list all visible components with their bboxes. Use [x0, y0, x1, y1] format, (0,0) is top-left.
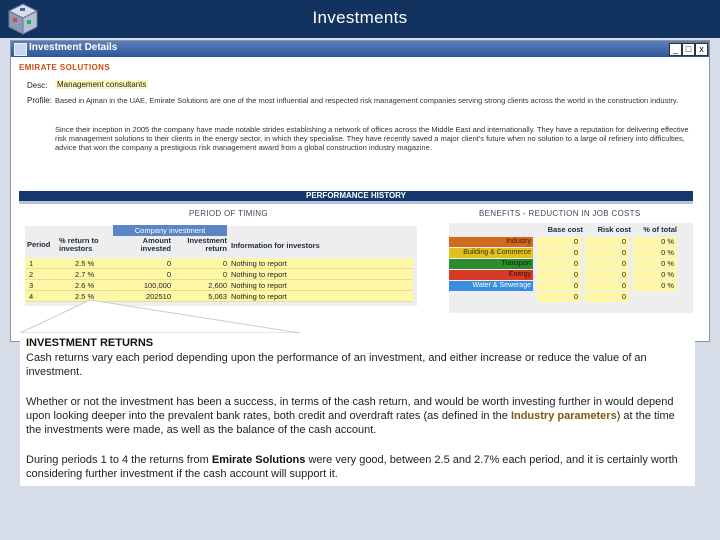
investment-returns-panel: [20, 333, 695, 486]
performance-history-bar: PERFORMANCE HISTORY: [19, 191, 693, 201]
company-name-bold: Emirate Solutions: [211, 454, 306, 466]
pct-cell: 0 %: [633, 270, 677, 280]
risk-cost-cell: 0: [585, 292, 629, 302]
description-value: Management consultants: [57, 80, 147, 89]
return-cell: 2.5 %: [75, 259, 95, 268]
info-paragraph-1: Cash returns vary each period depending upon the performance of an investment, and either increase or reduce the value of an investment.: [26, 352, 647, 378]
benefit-label: Building & Commerce: [449, 248, 533, 258]
col-amount-header: Amount invested: [140, 236, 171, 253]
pct-cell: 0 %: [633, 237, 677, 247]
return-cell: 2.6 %: [75, 281, 95, 290]
info-paragraph-2-start: Whether or not the investment has been a success, in terms of the cash return, and would be worth investing further in would depend upon looking deeper into the prevalent bank rates, both credit and overdraft rates (as defined in the: [26, 396, 674, 422]
return-cell: 2.5 %: [75, 292, 95, 301]
close-button[interactable]: x: [695, 43, 708, 56]
amount-cell: 0: [166, 259, 171, 268]
info-cell: Nothing to report: [231, 259, 287, 268]
col-pct-total-header: % of total: [643, 225, 677, 234]
base-cost-cell: 0: [537, 281, 581, 291]
company-investment-tag: Company investment: [113, 225, 227, 236]
company-name: EMIRATE SOLUTIONS: [19, 63, 111, 72]
col-info-header: Information for investors: [231, 241, 320, 250]
risk-cost-cell: 0: [585, 270, 629, 280]
info-title: INVESTMENT RETURNS: [26, 337, 154, 349]
amount-cell: 202510: [145, 292, 171, 301]
benefit-label: Transport: [449, 259, 533, 269]
base-cost-cell: 0: [537, 270, 581, 280]
profile-text-1: Based in Ajman in the UAE, Emirate Solutions are one of the most influential and respected risk management companies serving strong clients across the world in the construction industry.: [55, 96, 679, 105]
pct-cell: 0 %: [633, 259, 677, 269]
amount-cell: 100,000: [143, 281, 171, 290]
benefit-label: Industry: [449, 237, 533, 247]
info-cell: Nothing to report: [231, 292, 287, 301]
benefit-label: Energy: [449, 270, 533, 280]
info-cell: Nothing to report: [231, 281, 287, 290]
return-cell: 2.7 %: [75, 270, 95, 279]
inv-return-cell: 0: [222, 259, 227, 268]
base-cost-cell: 0: [537, 237, 581, 247]
risk-cost-cell: 0: [585, 281, 629, 291]
period-cell: 3: [29, 281, 34, 290]
period-cell: 1: [29, 259, 34, 268]
base-cost-cell: 0: [537, 248, 581, 258]
risk-cost-cell: 0: [585, 259, 629, 269]
amount-cell: 0: [166, 270, 171, 279]
window-title: Investment Details: [29, 42, 118, 53]
periods-heading: PERIOD OF TIMING: [189, 209, 268, 218]
info-paragraph-2-end: ) at the time the investments were made, as well as the balance of the cash account.: [26, 410, 675, 436]
base-cost-cell: 0: [537, 259, 581, 269]
base-cost-cell: 0: [537, 292, 581, 302]
info-cell: Nothing to report: [231, 270, 287, 279]
pct-cell: 0 %: [633, 248, 677, 258]
inv-return-cell: 2,600: [208, 281, 227, 290]
pct-cell: 0 %: [633, 281, 677, 291]
period-cell: 4: [29, 292, 34, 301]
info-paragraph-3-end: were very good, between 2.5 and 2.7% each period, and it is certainly worth considering further investment if the cash account will support it.: [26, 454, 678, 480]
benefits-heading: BENEFITS - REDUCTION IN JOB COSTS: [479, 209, 641, 218]
col-base-cost-header: Base cost: [547, 225, 583, 234]
profile-label: Profile:: [27, 96, 52, 105]
info-paragraph-2: [26, 395, 688, 437]
maximize-button[interactable]: □: [682, 43, 695, 56]
col-period-header: Period: [27, 240, 51, 249]
risk-cost-cell: 0: [585, 248, 629, 258]
inv-return-cell: 0: [222, 270, 227, 279]
col-return-header: % return to investors: [59, 236, 99, 253]
profile-text-2: Since their inception in 2005 the company have made notable strides establishing a network of offices across the Middle East and internationally. They have a reputation for delivering effective risk management solutions to their clients in the energy sector, in which they specialise. They have recently saved a major client's future when no solution to a large oil refinery into difficulties, advice that won the company a prestigious risk management award from a global construction industry magazine.: [55, 125, 689, 152]
period-cell: 2: [29, 270, 34, 279]
industry-parameters-link[interactable]: Industry parameters: [510, 410, 617, 422]
info-paragraph-3-start: During periods 1 to 4 the returns from: [26, 454, 212, 466]
col-risk-cost-header: Risk cost: [597, 225, 631, 234]
risk-cost-cell: 0: [585, 237, 629, 247]
description-label: Desc:: [27, 81, 48, 90]
info-paragraph-3: [26, 453, 688, 481]
inv-return-cell: 5,063: [208, 292, 227, 301]
page-title: Investments: [312, 8, 408, 27]
benefit-label: Water & Sewerage: [449, 281, 533, 291]
col-inv-return-header: Investment return: [187, 236, 227, 253]
minimize-button[interactable]: _: [669, 43, 682, 56]
